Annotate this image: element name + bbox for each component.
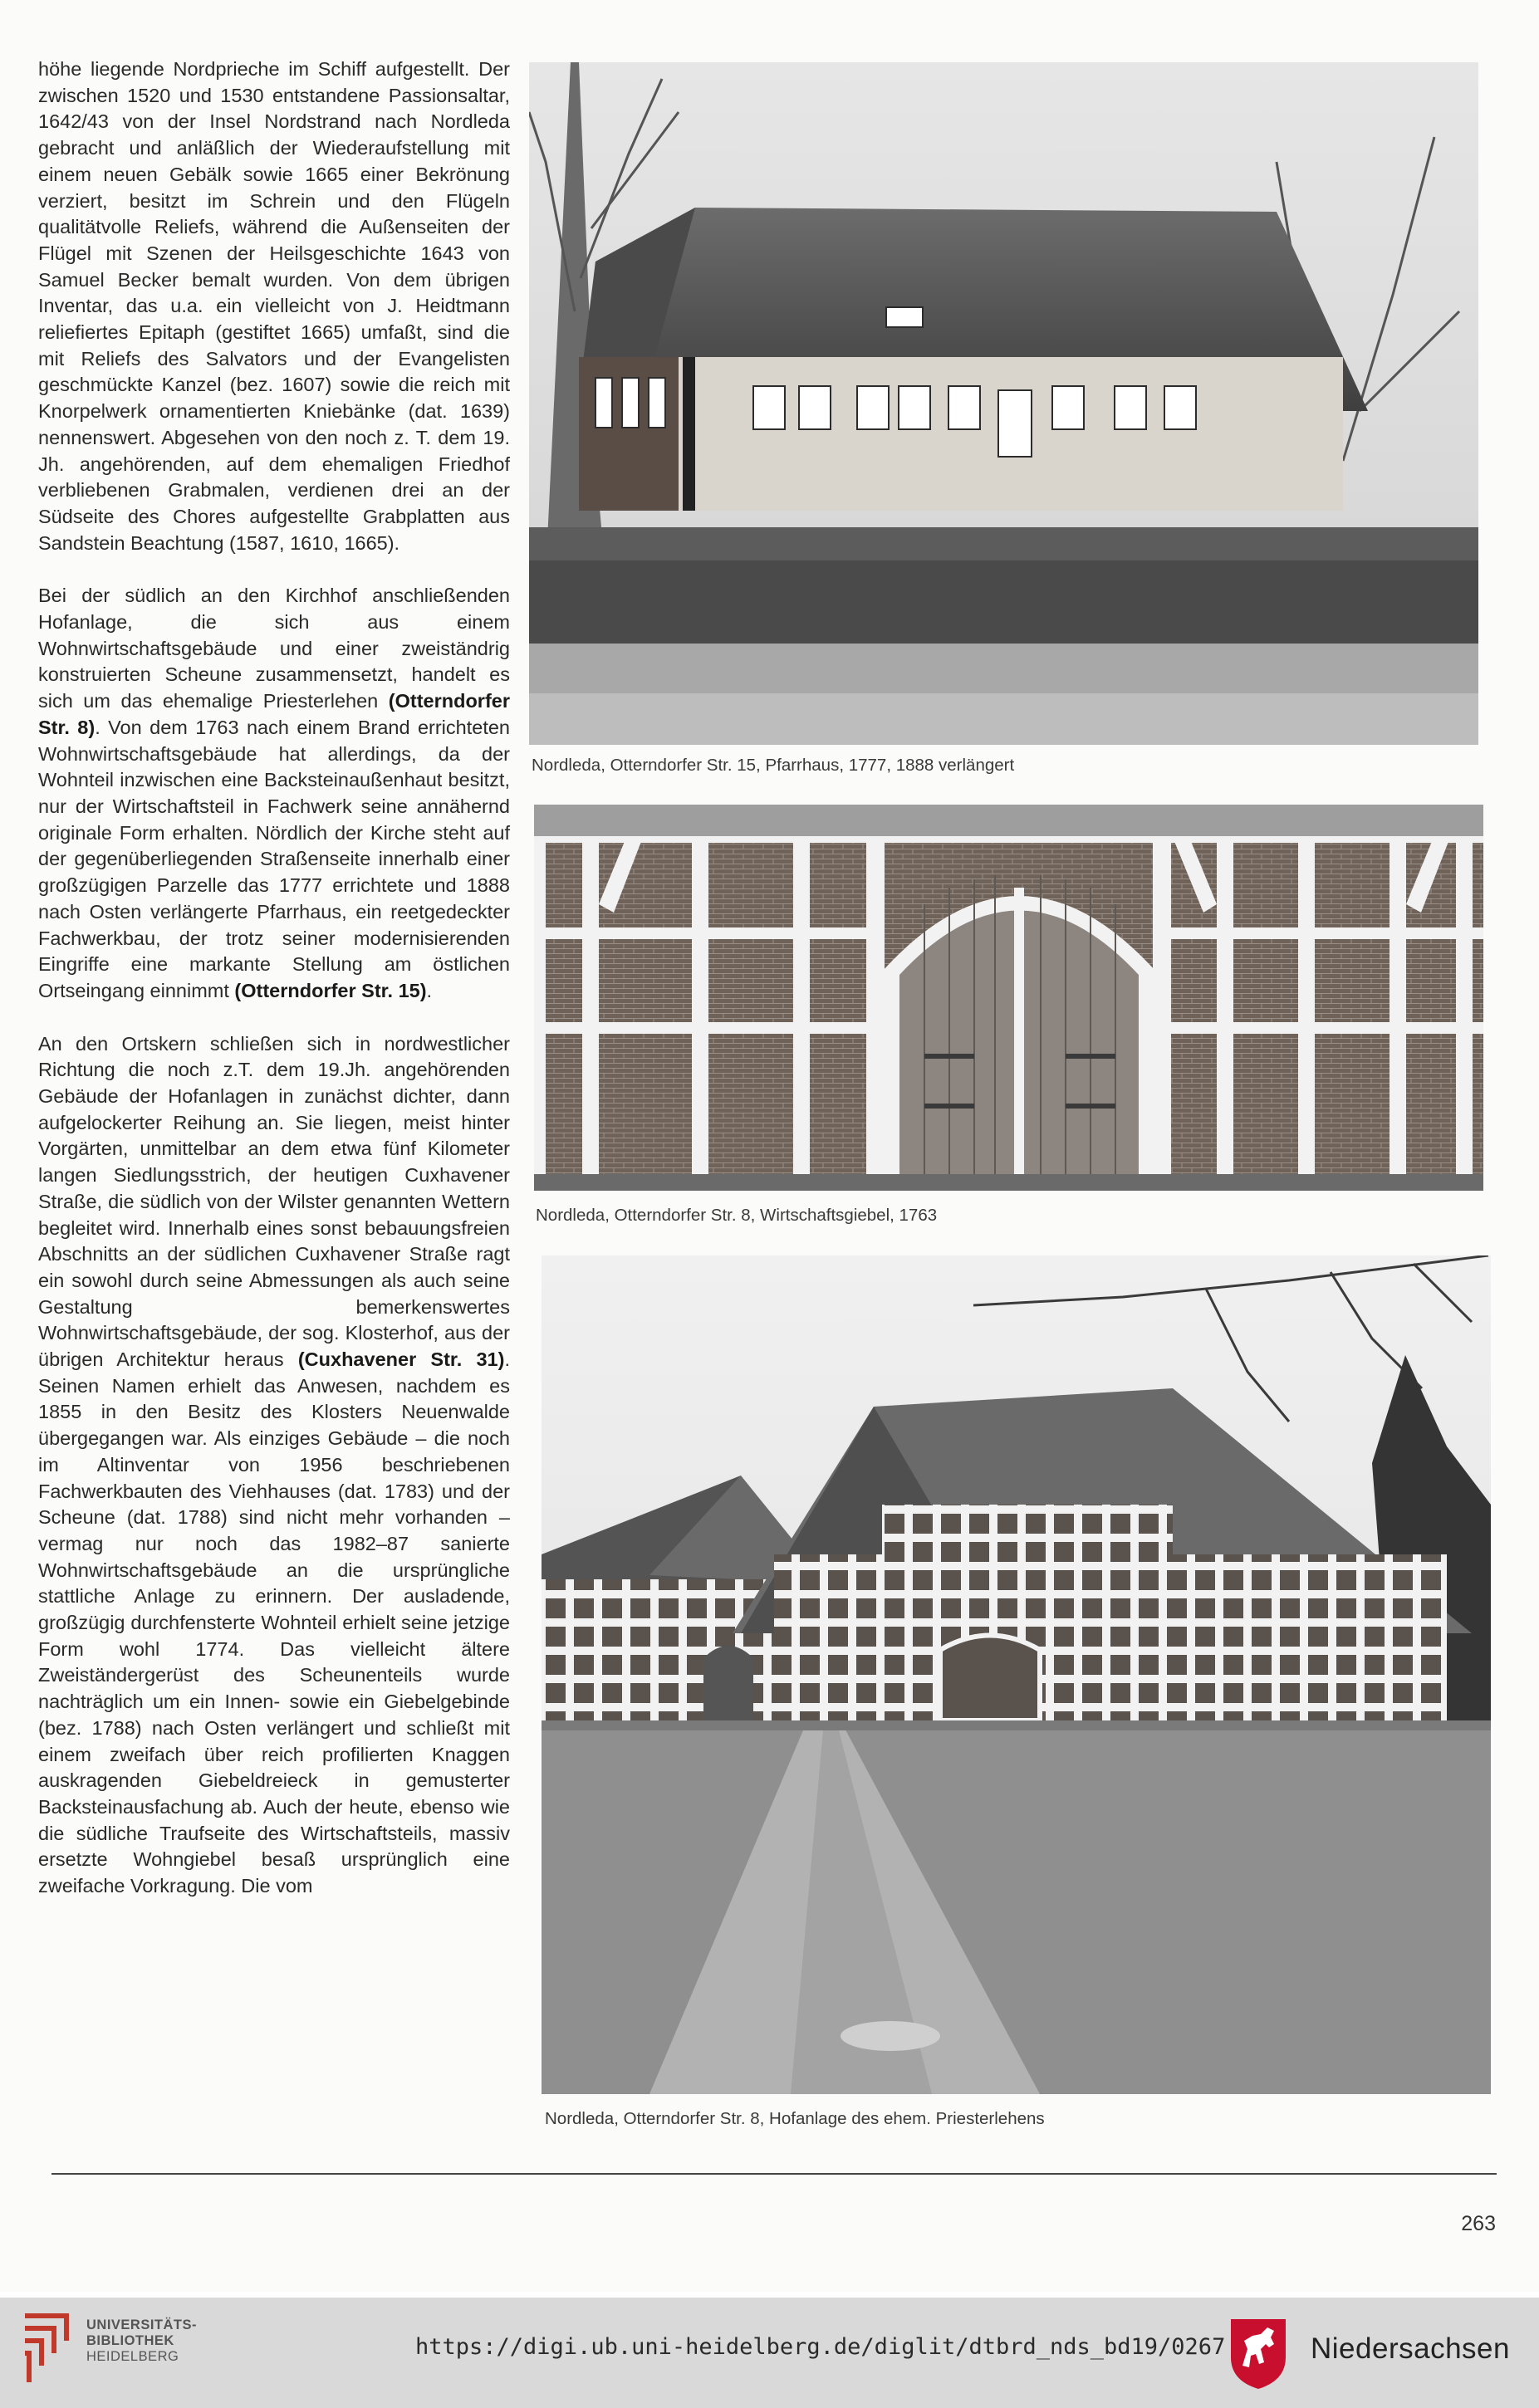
photo-wirtschaftsgiebel <box>534 805 1483 1191</box>
library-line1: UNIVERSITÄTS- <box>86 2317 198 2332</box>
viewer-footer <box>0 2298 1539 2408</box>
photo-hofanlage <box>542 1255 1491 2094</box>
library-line2: BIBLIOTHEK <box>86 2333 174 2348</box>
page-number: 263 <box>1461 2212 1496 2235</box>
paragraph-text: An den Ortskern schließen sich in nordwestlicher Richtung die noch z.T. dem 19.Jh. angehörenden Gebäude der Hofanlagen in zunächst dichter, dann aufgelockerter Reihung an. Sie liegen, meist hinter Vorgärten, unmittelbar an dem etwa fünf Kilometer langen Siedlungsstrich, der heutigen Cuxhavener Straße, die südlich von der Wilster genannten Wettern begleitet wird. Innerhalb eines sonst bebauungsfreien Abschnitts an der südlichen Cuxhavener Straße ragt ein sowohl durch seine Abmessungen als auch seine Gestaltung bemerkenswertes Wohnwirtschaftsgebäude, der sog. Klosterhof, aus der übrigen Architektur heraus <box>38 1032 510 1371</box>
address-ref-otterndorfer-8: (Otterndorfer Str. 8) <box>38 690 510 738</box>
caption-wirtschaftsgiebel: Nordleda, Otterndorfer Str. 8, Wirtschaftsgiebel, 1763 <box>536 1206 938 1225</box>
document-url-link[interactable]: https://digi.ub.uni-heidelberg.de/diglit/dtbrd_nds_bd19/0267 <box>415 2334 1226 2360</box>
paragraph-text: höhe liegende Nordprieche im Schiff aufgestellt. Der zwischen 1520 und 1530 entstandene Passionsaltar, 1642/43 von der Insel Nordstrand nach Nordleda gebracht und anläßlich der Wiederaufstellung mit einem neuen Gebälk sowie 1665 einer Bekrönung verziert, besitzt im Schrein und den Flügeln qualitätvolle Reliefs, während die Außenseiten der Flügel mit Szenen der Heilsgeschichte 1643 von Samuel Becker bemalt wurden. Von dem übrigen Inventar, das u.a. ein vielleicht von J. Heidtmann reliefiertes Epitaph (gestiftet 1665) umfaßt, sind die mit Reliefs des Salvators und der Evangelisten geschmückte Kanzel (bez. 1607) sowie die reich mit Knorpelwerk ornamentierten Kniebänke (dat. 1639) nennenswert. Abgesehen von den noch z. T. dem 19. Jh. angehörenden, auf dem ehemaligen Friedhof verbliebenen Grabmalen, verdienen drei an der Südseite des Chores aufgestellte Grabplatten aus Sandstein Beachtung (1587, 1610, 1665). <box>38 58 510 554</box>
niedersachsen-horse-crest-icon[interactable] <box>1228 2316 1289 2391</box>
paragraph-priesterlehen <box>38 583 510 1004</box>
paragraph-text: . Von dem 1763 nach einem Brand errichteten Wohnwirtschaftsgebäude hat allerdings, da der Wohnteil inzwischen eine Backsteinaußenhaut besitzt, nur der Wirtschaftsteil in Fachwerk seine annähernd originale Form erhalten. Nördlich der Kirche steht auf der gegenüberliegenden Straßenseite innerhalb einer großzügigen Parzelle das 1777 errichtete und 1888 nach Osten verlängerte Pfarrhaus, ein reetgedeckter Fachwerkbau, der trotz seiner modernisierenden Eingriffe eine markante Stellung am östlichen Ortseingang einnimmt <box>38 716 510 1001</box>
state-name: Niedersachsen <box>1311 2332 1510 2365</box>
paragraph-text: Bei der südlich an den Kirchhof anschließenden Hofanlage, die sich aus einem Wohnwirtschaftsgebäude und einer zweiständrig konstruierten Scheune zusammensetzt, handelt es sich um das ehemalige Priesterlehen <box>38 585 510 712</box>
caption-hofanlage: Nordleda, Otterndorfer Str. 8, Hofanlage des ehem. Priesterlehens <box>545 2109 1045 2128</box>
library-line3: HEIDELBERG <box>86 2349 179 2364</box>
address-ref-otterndorfer-15: (Otterndorfer Str. 15) <box>234 979 427 1001</box>
paragraph-text: . <box>426 979 433 1001</box>
body-text-column <box>38 56 510 1900</box>
photo-pfarrhaus <box>529 62 1478 745</box>
paragraph-text: . Seinen Namen erhielt das Anwesen, nachdem es 1855 in den Besitz des Klosters Neuenwalde übergegangen war. Als einziges Gebäude – die noch im Altinventar von 1956 beschriebenen Fachwerkbauten des Viehhauses (dat. 1783) und der Scheune (dat. 1788) sind nicht mehr vorhanden – vermag nur noch das 1982–87 sanierte Wohnwirtschaftsgebäude an die ursprüngliche stattliche Anlage zu erinnern. Der ausladende, großzügig durchfensterte Wohnteil erhielt seine jetzige Form wohl 1774. Das vielleicht ältere Zweiständergerüst des Scheunenteils wurde nachträglich um ein Innen- sowie ein Giebelgebinde (bez. 1788) nach Osten verlängert und schließt mit einem zweifach über reich profilierten Knaggen auskragenden Giebeldreieck in gemusterter Backsteinausfachung ab. Auch der heute, ebenso wie die südliche Traufseite des Wirtschaftsteils, massiv ersetzte Wohngiebel besaß ursprünglich eine zweifache Vorkragung. Die vom <box>38 1348 510 1897</box>
paragraph-klosterhof <box>38 1031 510 1900</box>
paragraph-altar-inventory <box>38 56 510 556</box>
caption-pfarrhaus: Nordleda, Otterndorfer Str. 15, Pfarrhaus, 1777, 1888 verlängert <box>532 756 1015 775</box>
address-ref-cuxhavener-31: (Cuxhavener Str. 31) <box>297 1348 505 1371</box>
footer-rule <box>51 2173 1497 2175</box>
university-library-name <box>86 2317 197 2365</box>
university-library-logo-icon[interactable] <box>17 2308 75 2391</box>
